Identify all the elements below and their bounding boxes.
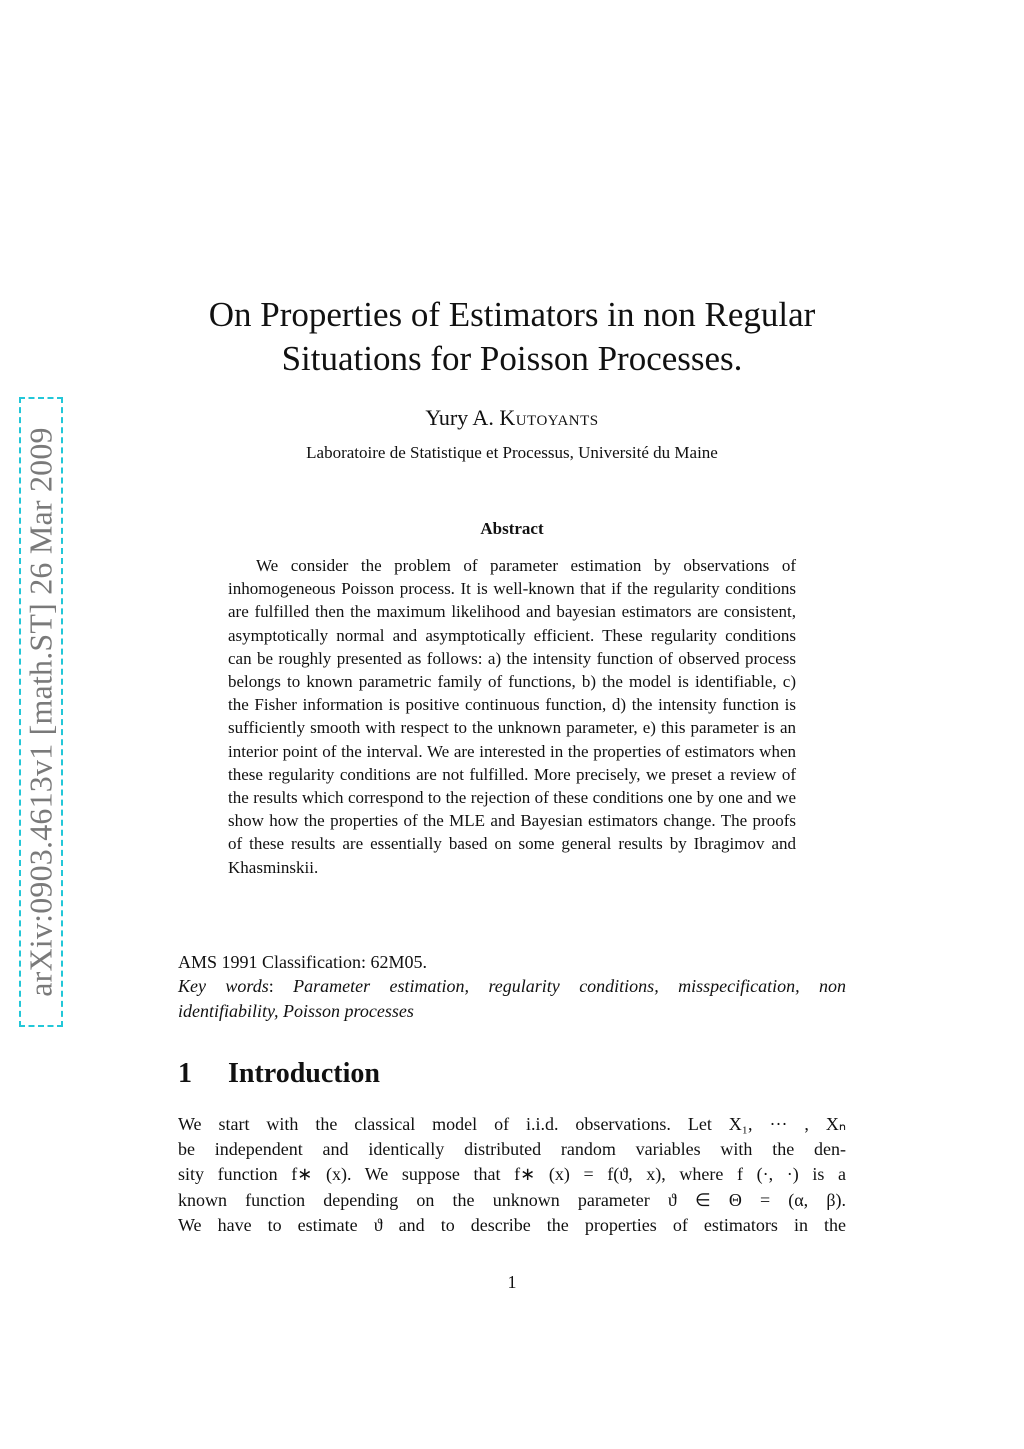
intro-line: be independent and identically distributed random variables with the den- (178, 1139, 846, 1160)
intro-line: known function depending on the unknown parameter ϑ ∈ Θ = (α, β). (178, 1189, 846, 1210)
abstract-text: We consider the problem of parameter estimation by observations of inhomogeneous Poisson process. It is well-known that if the regularity conditions are fulfilled then the maximum likelihood and bayesian estimators are consistent, asymptotically normal and asymptotically efficient. These regularity conditions can be roughly presented as follows: a) the intensity function of observed process belongs to known parametric family of functions, b) the model is identifiable, c) the Fisher information is positive continuous function, d) the intensity function is sufficiently smooth with respect to the unknown parameter, e) this parameter is an interior point of the interval. We are interested in the properties of estimators when these regularity conditions are not fulfilled. More precisely, we preset a review of the results which correspond to the rejection of these conditions one by one and we show how the properties of the MLE and Bayesian estimators change. The proofs of these results are essentially based on some general results by Ibragimov and Khasminskii. (228, 556, 796, 877)
page-number: 1 (507, 1272, 517, 1292)
arxiv-identifier-stamp (19, 397, 63, 1027)
intro-line: We start with the classical model of i.i.d. observations. Let X₁, ··· , Xₙ (178, 1114, 846, 1134)
author (160, 405, 864, 431)
introduction-paragraph (178, 1112, 846, 1238)
title-line-1: On Properties of Estimators in non Regular (208, 295, 816, 334)
arxiv-identifier-text: arXiv:0903.4613v1 [math.ST] 26 Mar 2009 (22, 427, 59, 997)
paper-title (160, 293, 864, 381)
keywords (178, 974, 846, 1024)
intro-line: We have to estimate ϑ and to describe the properties of estimators in the (178, 1214, 846, 1235)
section-title: Introduction (228, 1058, 380, 1089)
title-line-2: Situations for Poisson Processes. (281, 339, 743, 378)
keywords-list: Parameter estimation, regularity conditions, misspecification, non identifiability, Poisson processes (178, 976, 846, 1021)
affiliation: Laboratoire de Statistique et Processus, Université du Maine (306, 443, 718, 462)
abstract-heading: Abstract (480, 519, 544, 538)
keywords-label: Key words (178, 976, 269, 996)
keywords-separator: : (268, 976, 294, 996)
author-last-name: Kutoyants (499, 405, 599, 430)
intro-line: sity function f∗ (x). We suppose that f∗ (x) = f(ϑ, x), where f (·, ·) is a (178, 1164, 846, 1185)
section-heading (178, 1058, 380, 1090)
author-first-name: Yury A. (425, 405, 500, 430)
section-number: 1 (178, 1058, 192, 1089)
ams-classification: AMS 1991 Classification: 62M05. (178, 952, 428, 972)
